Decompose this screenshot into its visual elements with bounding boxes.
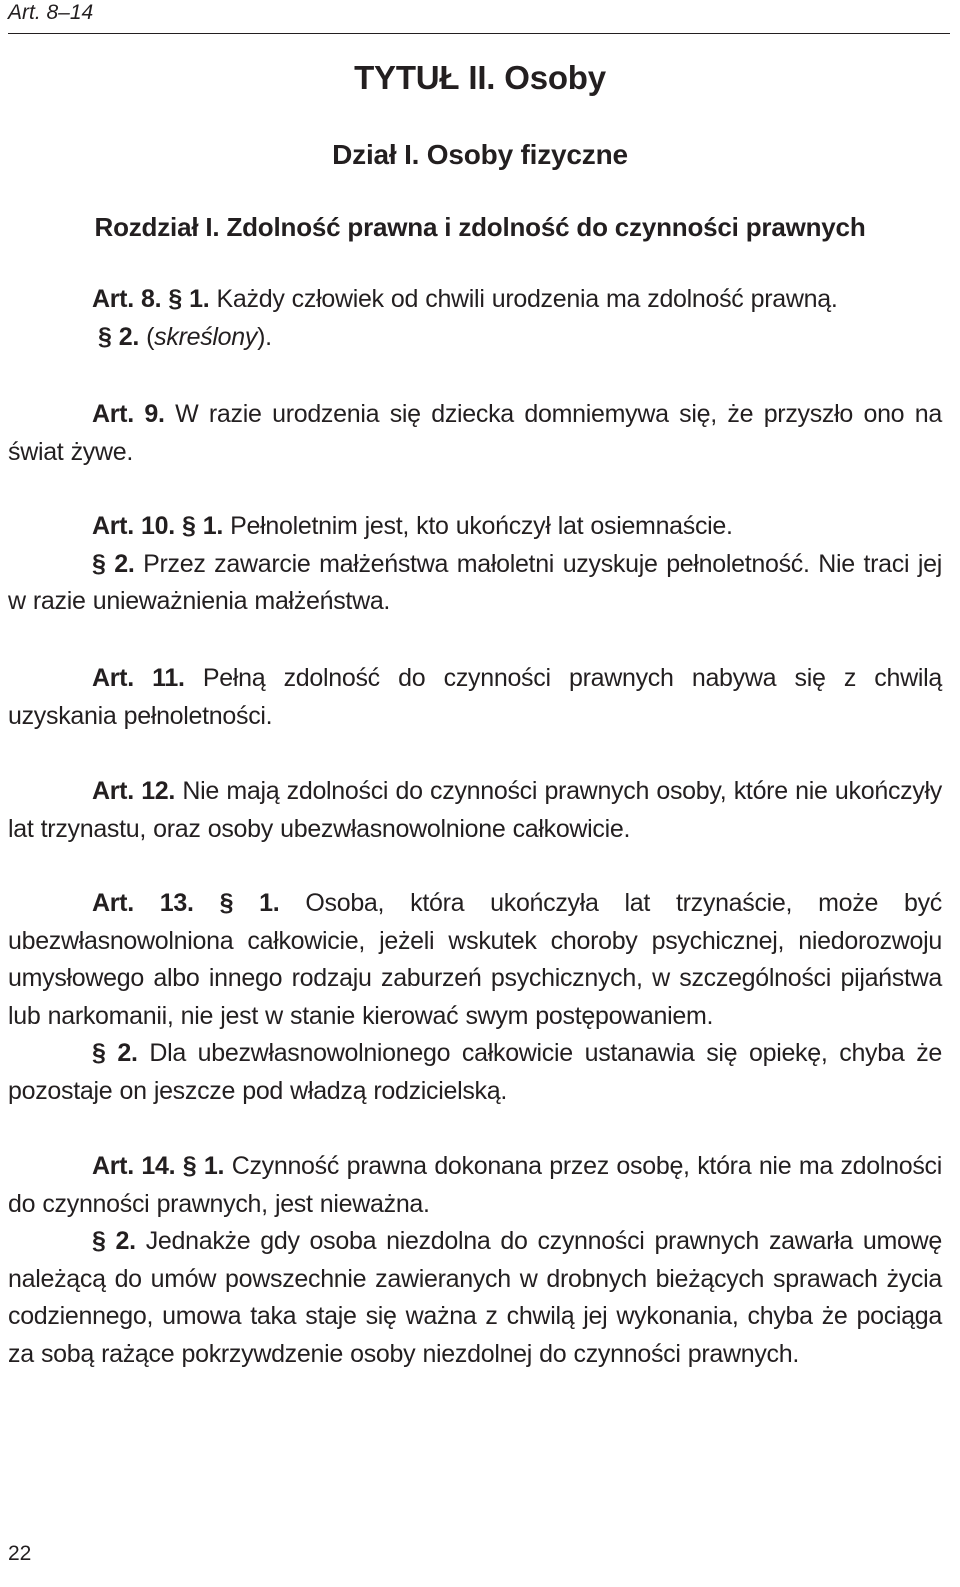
article-13-paragraph-2 xyxy=(8,1035,942,1110)
article-label: Art. 13. xyxy=(92,889,194,917)
article-8-paragraph-2 xyxy=(8,319,942,357)
section-number: § 2. xyxy=(98,322,139,351)
section-number: § 1. xyxy=(168,285,210,313)
article-label: Art. 9. xyxy=(92,400,165,428)
paragraph-text: Przez zawarcie małżeństwa małoletni uzyskuje pełnoletność. Nie traci jej w razie unieważnienia małżeństwa. xyxy=(8,549,942,615)
article-13 xyxy=(8,885,942,1110)
chapter-heading: Rozdział I. Zdolność prawna i zdolność do czynności prawnych xyxy=(94,212,866,242)
running-head: Art. 8–14 xyxy=(8,1,94,24)
paragraph-text: W razie urodzenia się dziecka domniemywa się, że przyszło ono na świat żywe. xyxy=(8,400,942,466)
section-number: § 2. xyxy=(92,1227,136,1255)
paragraph-text: Dla ubezwłasnowolnionego całkowicie ustanawia się opiekę, chyba że pozostaje on jeszcze pod władzą rodzicielską. xyxy=(8,1039,942,1105)
article-label: Art. 12. xyxy=(92,777,176,805)
article-10-paragraph-1 xyxy=(8,508,942,546)
paragraph-text: ( xyxy=(139,322,155,351)
article-12 xyxy=(8,773,942,848)
section-number: § 2. xyxy=(92,1039,138,1067)
paragraph-text: Nie mają zdolności do czynności prawnych osoby, które nie ukończyły lat trzynastu, oraz osoby ubezwłasnowolnione całkowicie. xyxy=(8,777,942,843)
page-number: 22 xyxy=(8,1542,32,1565)
paragraph-text: Czynność prawna dokonana przez osobę, która nie ma zdolności do czynności prawnych, jest nieważna. xyxy=(8,1152,943,1218)
article-13-paragraph-1 xyxy=(8,885,942,1035)
paragraph-text: Pełnoletnim jest, kto ukończył lat osiemnaście. xyxy=(223,512,733,540)
paragraph-text: Każdy człowiek od chwili urodzenia ma zdolność prawną. xyxy=(209,285,838,313)
article-label: Art. 8. xyxy=(92,285,162,313)
article-8-paragraph-1 xyxy=(8,281,942,319)
article-9 xyxy=(8,396,942,471)
article-11-paragraph xyxy=(8,660,942,735)
paragraph-text: ). xyxy=(257,322,272,351)
section-number: § 1. xyxy=(182,512,224,540)
article-14 xyxy=(8,1148,942,1373)
header-rule xyxy=(8,33,950,34)
paragraph-text-italic: skreślony xyxy=(154,322,258,351)
article-14-paragraph-1 xyxy=(8,1148,942,1223)
section-number: § 1. xyxy=(182,1152,225,1180)
article-8 xyxy=(8,281,942,356)
section-number: § 1. xyxy=(219,889,280,917)
paragraph-text: Pełną zdolność do czynności prawnych nabywa się z chwilą uzyskania pełnoletności. xyxy=(8,664,942,730)
title-heading: TYTUŁ II. Osoby xyxy=(354,59,606,96)
article-14-paragraph-2 xyxy=(8,1223,942,1373)
paragraph-text: Osoba, która ukończyła lat trzynaście, może być ubezwłasnowolniona całkowicie, jeżeli wskutek choroby psychicznej, niedorozwoju umysłowego albo innego rodzaju zaburzeń psychicznych, w szczególności pijaństwa lub narkomanii, nie jest w stanie kierować swym postępowaniem. xyxy=(8,889,943,1030)
article-label: Art. 10. xyxy=(92,512,175,540)
article-11 xyxy=(8,660,942,735)
article-9-paragraph xyxy=(8,396,942,471)
paragraph-text: Jednakże gdy osoba niezdolna do czynności prawnych zawarła umowę należącą do umów powszechnie zawieranych w drobnych bieżących sprawach życia codziennego, umowa taka staje się ważna z chwilą jej wykonania, chyba że pociąga za sobą rażące pokrzywdzenie osoby niezdolnej do czynności prawnych. xyxy=(8,1227,943,1368)
article-10 xyxy=(8,508,942,621)
section-number: § 2. xyxy=(92,549,135,578)
division-heading: Dział I. Osoby fizyczne xyxy=(332,139,628,170)
article-10-paragraph-2 xyxy=(8,546,942,621)
article-label: Art. 11. xyxy=(92,664,185,692)
article-12-paragraph xyxy=(8,773,942,848)
article-label: Art. 14. xyxy=(92,1152,176,1180)
